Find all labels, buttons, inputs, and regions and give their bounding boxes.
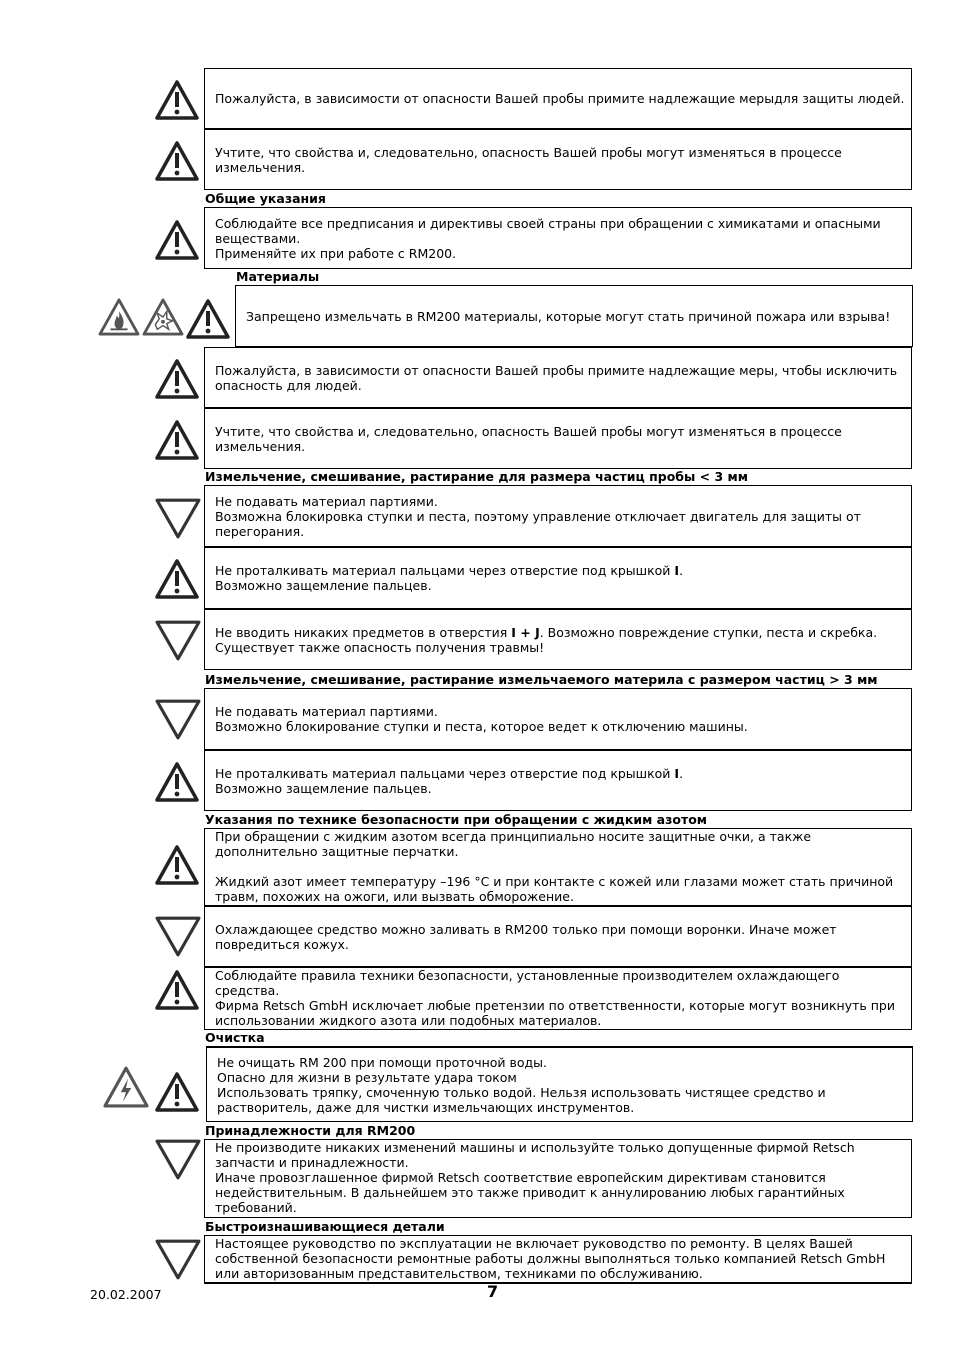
section-heading: Очистка: [205, 1030, 265, 1045]
safety-note-text: Охлаждающее средство можно заливать в RM200 только при помощи воронки. Иначе может повредиться кожух.: [215, 921, 837, 952]
section-heading: Общие указания: [205, 191, 326, 206]
safety-note-text: Запрещено измельчать в RM200 материалы, которые могут стать причиной пожара или взрыва!: [246, 308, 891, 324]
safety-note-text: Соблюдайте правила техники безопасности, установленные производителем охлаждающего средства. Фирма Retsch GmbH исключает любые претензии по ответственности, которые могут возникнуть при использовании жидкого азота или подобных материалов.: [215, 968, 895, 1028]
safety-note-box: [204, 547, 912, 609]
safety-note-box: [235, 285, 913, 347]
safety-note-box: [204, 1235, 912, 1284]
safety-note-box: [204, 967, 912, 1030]
safety-note-box: [204, 347, 912, 408]
safety-note-text: Не подавать материал партиями. Возможна блокировка ступки и песта, поэтому управление отключает двигатель для защиты от перегорания.: [215, 493, 861, 539]
safety-note-text: Не вводить никаких предметов в отверстия I + J. Возможно повреждение ступки, песта и скребка. Существует также опасность получения травмы!: [215, 624, 878, 655]
safety-note-text: Не подавать материал партиями. Возможно блокирование ступки и песта, которое ведет к отключению машины.: [215, 704, 748, 734]
caution-icon: [155, 915, 201, 957]
warning-icon: [155, 970, 199, 1010]
safety-note-box: [204, 906, 912, 967]
caution-icon: [155, 698, 201, 740]
safety-note-text: Учтите, что свойства и, следовательно, опасность Вашей пробы могут изменяться в процессе измельчения.: [215, 144, 842, 175]
warning-icon: [186, 299, 230, 339]
safety-note-box: [204, 129, 912, 190]
safety-note-text: Настоящее руководство по эксплуатации не включает руководство по ремонту. В целях Вашей собственной безопасности ремонтные работы должны выполняться только компанией Retsch GmbH или авторизованным представительством, техниками по обслуживанию.: [215, 1236, 886, 1281]
warning-icon: [155, 1072, 199, 1112]
electric-hazard-icon: [102, 1066, 150, 1108]
warning-icon: [155, 762, 199, 802]
fire-hazard-icon: [98, 298, 140, 336]
warning-icon: [155, 220, 199, 260]
section-heading: Измельчение, смешивание, растирание измельчаемого материла с размером частиц > 3 мм: [205, 672, 878, 687]
warning-icon: [155, 141, 199, 181]
explosion-hazard-icon: [142, 298, 184, 336]
safety-note-text: Не производите никаких изменений машины и используйте только допущенные фирмой Retsch запчасти и принадлежности. Иначе провозглашенное фирмой Retsch соответствие европейским директивам становится недействительным. В дальнейшем это также приводит к аннулированию любых гарантийных требований.: [215, 1140, 855, 1215]
footer-date: 20.02.2007: [90, 1287, 162, 1302]
safety-note-box: [204, 408, 912, 469]
safety-note-box: [204, 828, 912, 906]
warning-icon: [155, 359, 199, 399]
safety-note-text: Пожалуйста, в зависимости от опасности Вашей пробы примите надлежащие меры, чтобы исключить опасность для людей.: [215, 362, 898, 393]
section-heading: Материалы: [236, 269, 320, 284]
safety-note-text: При обращении с жидким азотом всегда принципиально носите защитные очки, а также дополнительно защитные перчатки. Жидкий азот имеет температуру –196 °C и при контакте с кожей или глазами может стать причиной травм, похожих на ожоги, или вызвать обморожение.: [215, 829, 894, 904]
section-heading: Быстроизнашивающиеся детали: [205, 1219, 445, 1234]
warning-icon: [155, 420, 199, 460]
safety-note-box: [204, 485, 912, 547]
safety-note-box: [204, 207, 912, 269]
warning-icon: [155, 80, 199, 120]
caution-icon: [155, 1238, 201, 1280]
safety-note-box: [204, 750, 912, 811]
safety-note-text: Пожалуйста, в зависимости от опасности Вашей пробы примите надлежащие мерыдля защиты людей.: [215, 91, 905, 106]
section-heading: Принадлежности для RM200: [205, 1123, 416, 1138]
safety-note-text: Не проталкивать материал пальцами через отверстие под крышкой I. Возможно защемление пальцев.: [215, 563, 684, 593]
warning-icon: [155, 845, 199, 885]
safety-note-box: [204, 609, 912, 670]
caution-icon: [155, 497, 201, 539]
safety-note-box: [204, 68, 912, 129]
safety-note-text: Учтите, что свойства и, следовательно, опасность Вашей пробы могут изменяться в процессе измельчения.: [215, 423, 842, 454]
safety-note-text: Не проталкивать материал пальцами через отверстие под крышкой I. Возможно защемление пальцев.: [215, 765, 684, 796]
section-heading: Измельчение, смешивание, растирание для размера частиц пробы < 3 мм: [205, 469, 748, 484]
safety-note-box: [204, 1139, 912, 1218]
safety-note-text: Не очищать RM 200 при помощи проточной воды. Опасно для жизни в результате удара током Использовать тряпку, смоченную только водой. Нельзя использовать чистящее средство и растворитель, даже для чистки измельчающих инструментов.: [217, 1054, 826, 1115]
safety-note-box: [204, 688, 912, 750]
section-heading: Указания по технике безопасности при обращении с жидким азотом: [205, 812, 708, 827]
page-number: 7: [487, 1282, 499, 1301]
caution-icon: [155, 619, 201, 661]
safety-note-box: [206, 1046, 913, 1122]
caution-icon: [155, 1138, 201, 1180]
safety-note-text: Соблюдайте все предписания и директивы своей страны при обращении с химикатами и опасными веществами. Применяйте их при работе с RM200.: [215, 215, 881, 261]
warning-icon: [155, 559, 199, 599]
